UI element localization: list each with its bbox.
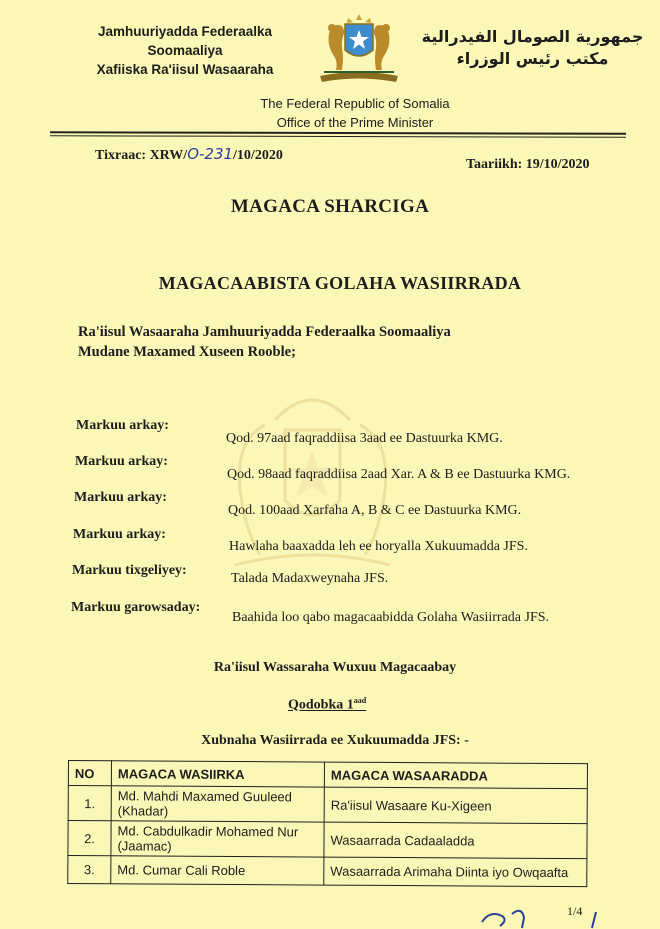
table-row (68, 856, 587, 887)
table-header-row (68, 761, 587, 789)
reference-number (95, 145, 283, 164)
preamble-label-2: Markuu arkay: (75, 454, 168, 469)
header-english-line2: Office of the Prime Minister (276, 115, 434, 130)
header-arabic-line1: جمهورية الصومال الفيدرالية (421, 27, 644, 46)
table-row (68, 786, 587, 824)
header-divider (50, 131, 626, 135)
header-divider-thin (50, 135, 626, 138)
preamble-label-4: Markuu arkay: (73, 527, 166, 542)
ministers-table (67, 760, 588, 887)
article-ordinal: aad (353, 696, 367, 705)
column-header-ministry: MAGACA WASAARADDA (324, 762, 587, 789)
preamble-text-3: Qod. 100aad Xarfaha A, B & C ee Dastuurka KMG. (228, 503, 522, 518)
reference-suffix: /10/2020 (233, 148, 283, 163)
preamble-label-3: Markuu arkay: (74, 490, 167, 505)
preamble-text-6: Baahida loo qabo magacaabidda Golaha Wasiirrada JFS. (232, 610, 550, 625)
minister-name: Md. Cabdulkadir Mohamed Nur (Jaamac) (111, 821, 324, 857)
article-label: Qodobka 1 (288, 697, 354, 713)
preamble-label-6: Markuu garowsaday: (71, 600, 201, 615)
ministry-name: Wasaarrada Arimaha Diinta iyo Owqaafta (324, 857, 587, 887)
preamble-text-2: Qod. 98aad faqraddiisa 2aad Xar. A & B ee Dastuurka KMG. (227, 467, 571, 482)
decree-line: Ra'iisul Wassaraha Wuxuu Magacaabay (213, 660, 457, 675)
preamble-text-4: Hawlaha baaxadda leh ee horyalla Xukuumadda JFS. (229, 539, 528, 554)
header-english (230, 94, 480, 132)
pm-line-2: Mudane Maxamed Xuseen Rooble; (78, 344, 296, 360)
header-english-line1: The Federal Republic of Somalia (260, 96, 450, 111)
reference-prefix: Tixraac: XRW/ (95, 148, 188, 163)
table-row (68, 821, 587, 859)
ministry-name: Ra'iisul Wasaare Ku-Xigeen (324, 787, 587, 824)
row-number: 1. (68, 786, 111, 821)
prime-minister-block (78, 322, 451, 362)
ministry-name: Wasaarrada Cadaaladda (324, 822, 587, 859)
signature-initials-icon (478, 900, 608, 929)
preamble-text-1: Qod. 97aad faqraddiisa 3aad ee Dastuurka KMG. (226, 431, 503, 446)
header-arabic-line2: مكتب رئيس الوزراء (456, 49, 609, 68)
document-date: Taariikh: 19/10/2020 (466, 157, 590, 172)
table-heading: Xubnaha Wasiirrada ee Xukuumadda JFS: - (201, 733, 469, 748)
article-heading (288, 696, 366, 714)
column-header-minister: MAGACA WASIIRKA (111, 761, 324, 787)
document-subtitle: MAGACAABISTA GOLAHA WASIIRRADA (158, 273, 522, 293)
preamble-text-5: Talada Madaxweynaha JFS. (231, 571, 389, 586)
somalia-coat-of-arms-icon (312, 12, 406, 88)
header-somali-line2: Xafiiska Ra'iisul Wasaaraha (96, 62, 274, 77)
preamble-label-1: Markuu arkay: (76, 418, 169, 433)
page-number: 1/4 (567, 904, 583, 918)
pm-line-1: Ra'iisul Wasaaraha Jamhuuriyadda Federaalka Soomaaliya (78, 324, 451, 340)
row-number: 3. (68, 856, 111, 884)
preamble-label-5: Markuu tixgeliyey: (72, 563, 187, 578)
minister-name: Md. Cumar Cali Roble (111, 856, 324, 885)
column-header-no: NO (68, 761, 111, 786)
header-somali (60, 22, 310, 79)
reference-handwritten: O-231 (187, 145, 234, 163)
header-arabic (420, 26, 645, 70)
document-title: MAGACA SHARCIGA (230, 196, 430, 217)
row-number: 2. (68, 821, 111, 856)
emblem-watermark-icon (205, 380, 420, 590)
header-somali-line1: Jamhuuriyadda Federaalka Soomaaliya (97, 24, 273, 58)
minister-name: Md. Mahdi Maxamed Guuleed (Khadar) (111, 786, 324, 822)
